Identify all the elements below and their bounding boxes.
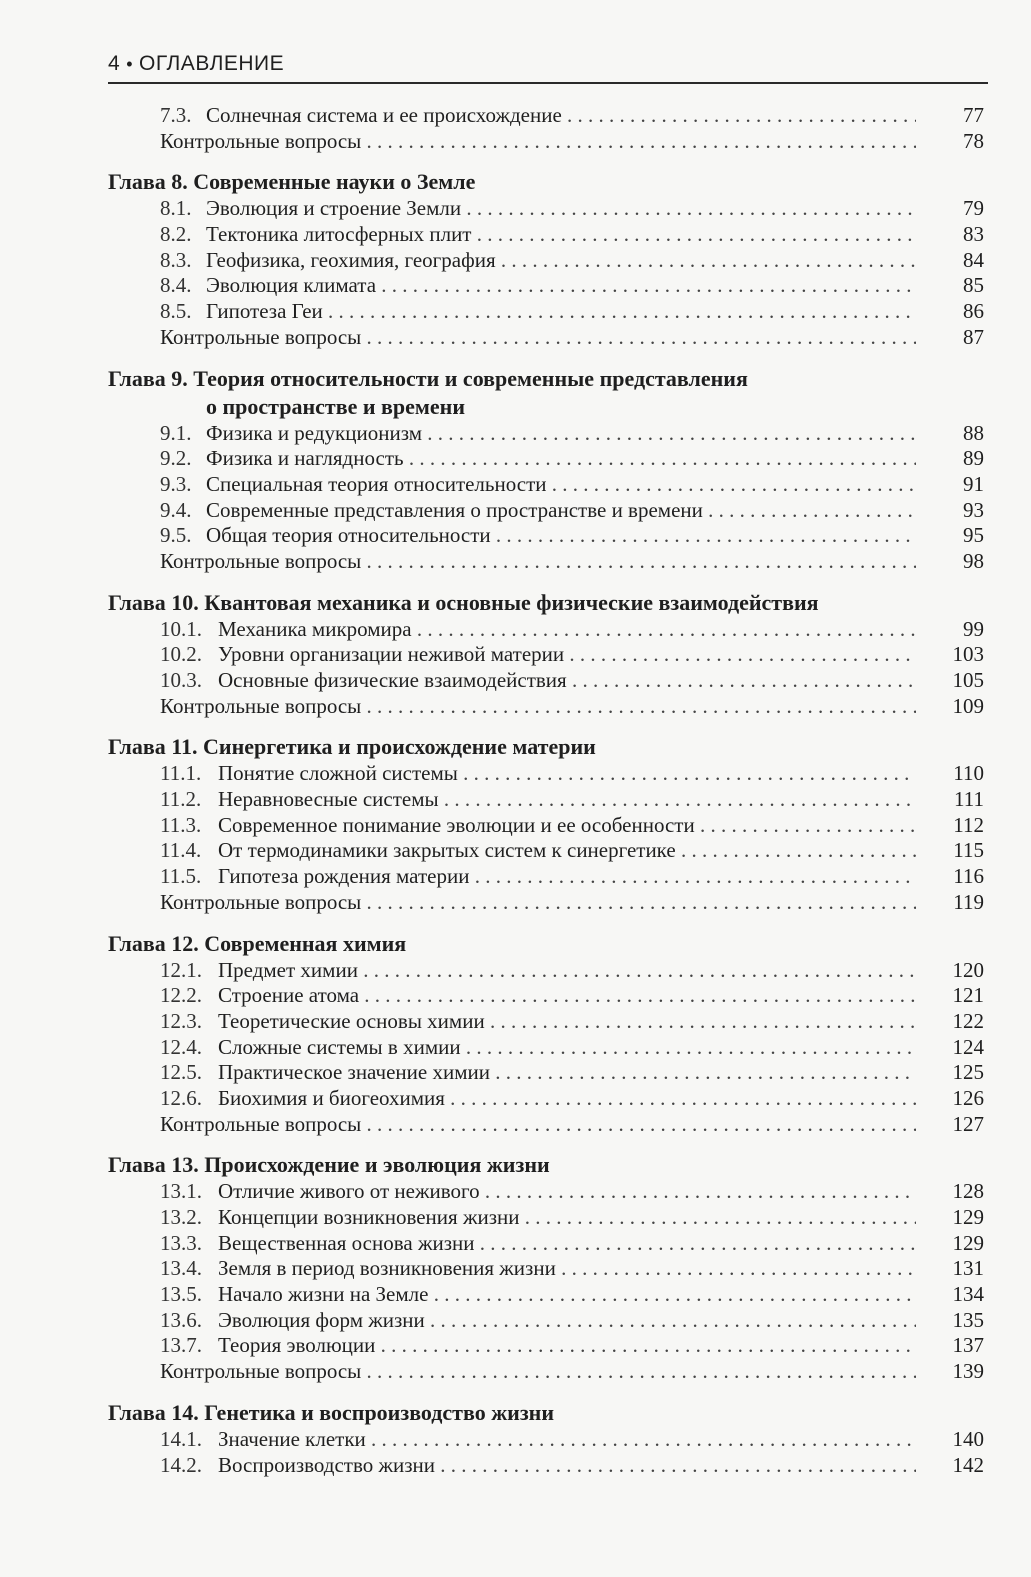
entry-title: Отличие живого от неживого . . . bbox=[218, 1179, 916, 1205]
entry-page-number: 83 bbox=[963, 222, 984, 247]
entry-title: Современные представления о пространстве и времени . . . bbox=[206, 498, 916, 524]
toc-entry bbox=[108, 1086, 988, 1112]
entry-title: Земля в период возникновения жизни . . . bbox=[218, 1256, 916, 1282]
toc-entry bbox=[108, 196, 988, 222]
entry-page-number: 129 bbox=[952, 1205, 984, 1229]
entry-page-number: 140 bbox=[952, 1426, 984, 1451]
toc-entry bbox=[108, 299, 988, 325]
toc-entry bbox=[108, 446, 988, 472]
entry-number: 13.5. bbox=[160, 1282, 202, 1307]
entry-page-number: 122 bbox=[952, 1008, 984, 1033]
entry-number: 9.5. bbox=[160, 523, 192, 548]
toc-entry bbox=[108, 472, 988, 498]
entry-number: 10.3. bbox=[160, 668, 202, 692]
entry-number: 11.4. bbox=[160, 838, 202, 863]
entry-title: Начало жизни на Земле . . . bbox=[218, 1282, 916, 1308]
toc-entry bbox=[108, 1359, 988, 1385]
entry-page-number: 86 bbox=[963, 299, 984, 324]
entry-number: 9.1. bbox=[160, 420, 192, 445]
entry-title: Тектоника литосферных плит . . . bbox=[206, 222, 916, 248]
entry-page-number: 109 bbox=[952, 693, 984, 718]
entry-number: 11.3. bbox=[160, 812, 202, 837]
entry-number: 11.5. bbox=[160, 864, 202, 889]
entry-page-number: 77 bbox=[963, 103, 984, 127]
entry-number: 13.2. bbox=[160, 1205, 202, 1229]
toc-entry bbox=[108, 1205, 988, 1231]
entry-page-number: 125 bbox=[952, 1060, 984, 1085]
page-number: 4 bbox=[108, 52, 121, 75]
chapter-heading bbox=[108, 1151, 988, 1179]
entry-title: Гипотеза рождения материи . . . bbox=[218, 864, 916, 890]
toc-entry bbox=[108, 498, 988, 524]
entry-title: Контрольные вопросы . . . bbox=[160, 129, 916, 155]
toc-entry bbox=[108, 421, 988, 447]
entry-title: Эволюция климата . . . bbox=[206, 273, 916, 299]
entry-title: Неравновесные системы . . . bbox=[218, 787, 916, 813]
entry-page-number: 88 bbox=[963, 420, 984, 445]
entry-title: Физика и редукционизм . . . bbox=[206, 421, 916, 447]
toc-entry bbox=[108, 273, 988, 299]
entry-title: Значение клетки . . . bbox=[218, 1427, 916, 1453]
toc-entry bbox=[108, 1009, 988, 1035]
entry-title: Практическое значение химии . . . bbox=[218, 1060, 916, 1086]
entry-title: Эволюция и строение Земли . . . bbox=[206, 196, 916, 222]
chapter-title: Глава 12. Современная химия bbox=[108, 930, 407, 956]
entry-title: От термодинамики закрытых систем к синергетике . . . bbox=[218, 838, 916, 864]
entry-page-number: 93 bbox=[963, 497, 984, 522]
entry-page-number: 103 bbox=[952, 642, 984, 667]
toc-entry bbox=[108, 761, 988, 787]
entry-number: 9.3. bbox=[160, 471, 192, 496]
toc-entry bbox=[108, 617, 988, 643]
entry-page-number: 119 bbox=[953, 889, 984, 914]
entry-title: Гипотеза Геи . . . bbox=[206, 299, 916, 325]
entry-page-number: 98 bbox=[963, 548, 984, 573]
entry-number: 12.1. bbox=[160, 957, 202, 982]
entry-number: 14.2. bbox=[160, 1452, 202, 1477]
entry-page-number: 134 bbox=[952, 1282, 984, 1307]
entry-title: Физика и наглядность . . . bbox=[206, 446, 916, 472]
toc-entry bbox=[108, 694, 988, 720]
entry-title: Контрольные вопросы . . . bbox=[160, 694, 916, 720]
chapter-heading bbox=[108, 365, 988, 421]
entry-number: 11.2. bbox=[160, 787, 202, 812]
toc-entry bbox=[108, 642, 988, 668]
toc-entry bbox=[108, 983, 988, 1009]
entry-page-number: 111 bbox=[954, 787, 984, 812]
chapter-title-continued: о пространстве и времени bbox=[206, 393, 466, 419]
entry-number: 8.3. bbox=[160, 247, 192, 272]
entry-title: Теоретические основы химии . . . bbox=[218, 1009, 916, 1035]
toc-entry bbox=[108, 1256, 988, 1282]
toc-entry bbox=[108, 129, 988, 155]
entry-page-number: 139 bbox=[952, 1359, 984, 1384]
entry-number: 14.1. bbox=[160, 1426, 202, 1451]
toc-entry bbox=[108, 222, 988, 248]
entry-number: 11.1. bbox=[160, 761, 202, 786]
toc-entry bbox=[108, 813, 988, 839]
entry-number: 13.6. bbox=[160, 1307, 202, 1332]
entry-page-number: 131 bbox=[952, 1256, 984, 1281]
entry-number: 12.3. bbox=[160, 1008, 202, 1033]
entry-number: 8.5. bbox=[160, 299, 192, 324]
entry-title: Общая теория относительности . . . bbox=[206, 523, 916, 549]
entry-page-number: 112 bbox=[953, 812, 984, 837]
toc-entry bbox=[108, 325, 988, 351]
chapter-title: Глава 8. Современные науки о Земле bbox=[108, 169, 476, 195]
entry-page-number: 121 bbox=[952, 983, 984, 1008]
toc-entry bbox=[108, 1112, 988, 1138]
entry-title: Сложные системы в химии . . . bbox=[218, 1035, 916, 1061]
chapter-heading bbox=[108, 1399, 988, 1427]
entry-page-number: 95 bbox=[963, 523, 984, 548]
entry-page-number: 105 bbox=[952, 668, 984, 692]
toc-entry bbox=[108, 1308, 988, 1334]
toc-entry bbox=[108, 1427, 988, 1453]
toc-entry bbox=[108, 1060, 988, 1086]
toc-entry bbox=[108, 1453, 988, 1479]
entry-page-number: 91 bbox=[963, 471, 984, 496]
entry-page-number: 79 bbox=[963, 196, 984, 221]
table-of-contents bbox=[108, 103, 988, 1478]
toc-entry bbox=[108, 958, 988, 984]
entry-page-number: 137 bbox=[952, 1333, 984, 1358]
toc-entry bbox=[108, 1333, 988, 1359]
entry-title: Контрольные вопросы . . . bbox=[160, 549, 916, 575]
entry-title: Контрольные вопросы . . . bbox=[160, 1112, 916, 1138]
entry-title: Воспроизводство жизни . . . bbox=[218, 1453, 916, 1479]
entry-title: Концепции возникновения жизни . . . bbox=[218, 1205, 916, 1231]
toc-entry bbox=[108, 1179, 988, 1205]
chapter-heading bbox=[108, 930, 988, 958]
entry-title: Биохимия и биогеохимия . . . bbox=[218, 1086, 916, 1112]
entry-number: 12.4. bbox=[160, 1034, 202, 1059]
entry-number: 8.2. bbox=[160, 222, 192, 247]
entry-title: Вещественная основа жизни . . . bbox=[218, 1231, 916, 1257]
entry-title: Современное понимание эволюции и ее особенности . . . bbox=[218, 813, 916, 839]
entry-title: Понятие сложной системы . . . bbox=[218, 761, 916, 787]
toc-entry bbox=[108, 248, 988, 274]
entry-page-number: 124 bbox=[952, 1034, 984, 1059]
entry-title: Основные физические взаимодействия . . . bbox=[218, 668, 916, 694]
chapter-title: Глава 11. Синергетика и происхождение материи bbox=[108, 734, 596, 760]
toc-entry bbox=[108, 838, 988, 864]
chapter-heading bbox=[108, 589, 988, 617]
entry-number: 13.7. bbox=[160, 1333, 202, 1358]
toc-entry bbox=[108, 103, 988, 129]
entry-page-number: 89 bbox=[963, 446, 984, 471]
entry-title: Теория эволюции . . . bbox=[218, 1333, 916, 1359]
entry-page-number: 115 bbox=[953, 838, 984, 863]
entry-number: 7.3. bbox=[160, 103, 192, 127]
chapter-title: Глава 10. Квантовая механика и основные физические взаимодействия bbox=[108, 589, 819, 615]
entry-page-number: 128 bbox=[952, 1179, 984, 1204]
chapter-title: Глава 9. Теория относительности и современные представления bbox=[108, 365, 748, 391]
entry-page-number: 135 bbox=[952, 1307, 984, 1332]
entry-page-number: 99 bbox=[963, 616, 984, 641]
running-header bbox=[108, 52, 988, 84]
chapter-title: Глава 13. Происхождение и эволюция жизни bbox=[108, 1152, 550, 1178]
entry-number: 12.2. bbox=[160, 983, 202, 1008]
entry-number: 10.2. bbox=[160, 642, 202, 667]
entry-title: Геофизика, геохимия, география . . . bbox=[206, 248, 916, 274]
entry-page-number: 129 bbox=[952, 1230, 984, 1255]
entry-page-number: 127 bbox=[952, 1111, 984, 1136]
entry-number: 12.6. bbox=[160, 1085, 202, 1110]
entry-title: Уровни организации неживой материи . . . bbox=[218, 642, 916, 668]
entry-page-number: 78 bbox=[963, 128, 984, 153]
entry-number: 9.4. bbox=[160, 497, 192, 522]
entry-title: Эволюция форм жизни . . . bbox=[218, 1308, 916, 1334]
toc-entry bbox=[108, 787, 988, 813]
entry-page-number: 142 bbox=[952, 1452, 984, 1477]
entry-title: Контрольные вопросы . . . bbox=[160, 1359, 916, 1385]
entry-number: 13.1. bbox=[160, 1179, 202, 1204]
entry-title: Контрольные вопросы . . . bbox=[160, 325, 916, 351]
entry-number: 9.2. bbox=[160, 446, 192, 471]
toc-entry bbox=[108, 890, 988, 916]
entry-number: 10.1. bbox=[160, 616, 202, 641]
entry-number: 12.5. bbox=[160, 1060, 202, 1085]
chapter-heading bbox=[108, 168, 988, 196]
toc-entry bbox=[108, 1035, 988, 1061]
toc-entry bbox=[108, 668, 988, 694]
entry-number: 13.4. bbox=[160, 1256, 202, 1281]
entry-title: Механика микромира . . . bbox=[218, 617, 916, 643]
entry-title: Солнечная система и ее происхождение . . . bbox=[206, 103, 916, 129]
entry-page-number: 116 bbox=[953, 864, 984, 889]
entry-title: Предмет химии . . . bbox=[218, 958, 916, 984]
entry-page-number: 120 bbox=[952, 957, 984, 982]
toc-entry bbox=[108, 864, 988, 890]
entry-number: 13.3. bbox=[160, 1230, 202, 1255]
header-title: ОГЛАВЛЕНИЕ bbox=[139, 52, 285, 75]
entry-number: 8.1. bbox=[160, 196, 192, 221]
entry-page-number: 126 bbox=[952, 1085, 984, 1110]
toc-entry bbox=[108, 1282, 988, 1308]
entry-title: Специальная теория относительности . . . bbox=[206, 472, 916, 498]
header-separator: • bbox=[126, 54, 133, 74]
entry-page-number: 87 bbox=[963, 324, 984, 349]
toc-entry bbox=[108, 1231, 988, 1257]
entry-page-number: 85 bbox=[963, 273, 984, 298]
chapter-heading bbox=[108, 733, 988, 761]
entry-page-number: 110 bbox=[953, 761, 984, 786]
entry-page-number: 84 bbox=[963, 247, 984, 272]
entry-number: 8.4. bbox=[160, 273, 192, 298]
toc-entry bbox=[108, 523, 988, 549]
entry-title: Строение атома . . . bbox=[218, 983, 916, 1009]
chapter-title: Глава 14. Генетика и воспроизводство жизни bbox=[108, 1399, 555, 1425]
entry-title: Контрольные вопросы . . . bbox=[160, 890, 916, 916]
toc-entry bbox=[108, 549, 988, 575]
